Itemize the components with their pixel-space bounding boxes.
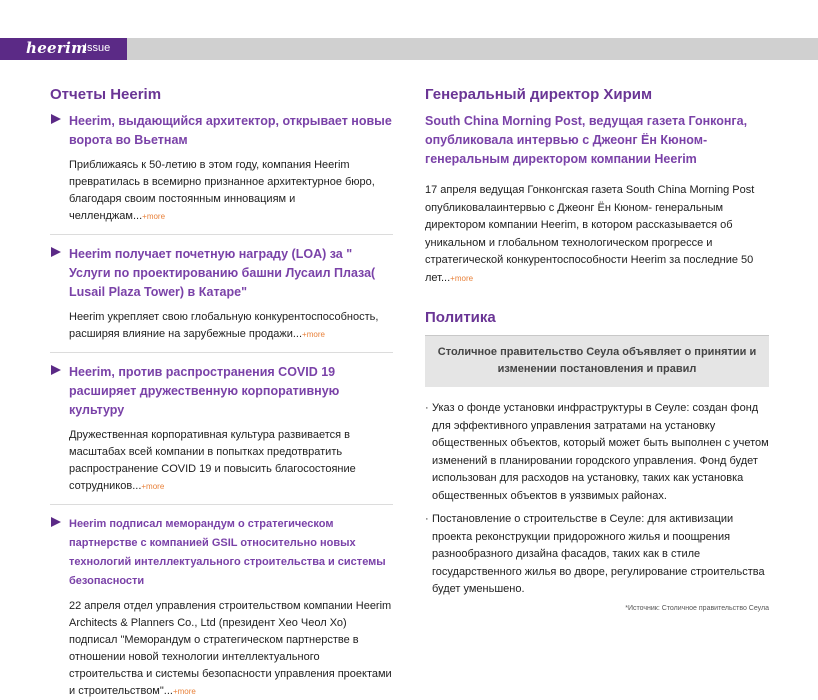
news-item[interactable] <box>50 112 393 225</box>
policy-item-text: Постановление о строительстве в Сеуле: для активизации проекта реконструкции придорожного жилья и поощрения разнообразного дизайна фасадов, таких как в стиле государственного жилья во дворе, регулирование строительства будет уменьшено. <box>432 513 765 595</box>
more-link[interactable]: +more <box>302 330 325 339</box>
source-note: *Источник: Столичное правительство Сеула <box>625 604 769 612</box>
more-link[interactable]: +more <box>172 687 196 696</box>
brand-badge <box>0 38 127 60</box>
policy-announcement: Столичное правительство Сеула объявляет о принятии и изменении постановления и правил <box>425 335 769 387</box>
policy-item <box>425 400 769 505</box>
arrow-right-icon <box>51 114 61 124</box>
news-summary: Heerim укрепляет свою глобальную конкурентоспособность, расширяя влияние на зарубежные продажи...+more <box>69 311 379 340</box>
section-title-reports: Отчеты Heerim <box>50 86 162 103</box>
more-link[interactable]: +more <box>450 273 474 283</box>
news-summary: Дружественная корпоративная культура развивается в масштабах всей компании в попытках предотвратить распространение COVID 19 и повысить благосостояние сотрудников...+more <box>69 429 356 492</box>
more-link[interactable]: +more <box>141 482 165 491</box>
news-summary: 22 апреля отдел управления строительством компании Heerim Architects & Planners Co., Ltd (президент Хео Чеол Хо) подписал "Меморандум о стратегическом партнерстве в отношении новой технологии интеллектуального строительства и системы безопасности управления проектами и строительством"...+more <box>69 600 392 697</box>
policy-list <box>425 400 769 599</box>
more-link[interactable]: +more <box>142 212 166 221</box>
ceo-summary: 17 апреля ведущая Гонконгская газета South China Morning Post опубликовалаинтервью с Джеонг Ён Кюном- генеральным директором компании Heerim, в котором рассказывается об уникальном и глобальном технологическом прогрессе и стратегической конкурентоспособности Heerim за последние 50 лет...+more <box>425 184 755 284</box>
issue-label: Issue <box>84 42 111 54</box>
bullet-mark: · <box>425 513 429 525</box>
news-item[interactable] <box>50 245 393 343</box>
arrow-right-icon <box>51 247 61 257</box>
arrow-right-icon <box>51 365 61 375</box>
news-item[interactable] <box>50 515 393 700</box>
news-title[interactable]: Heerim получает почетную награду (LOA) за " Услуги по проектированию башни Лусаил Плаза( Lusail Plaza Tower) в Катаре" <box>69 247 376 299</box>
news-item[interactable] <box>50 363 393 495</box>
policy-item <box>425 511 769 599</box>
divider <box>50 352 393 353</box>
left-column <box>50 86 393 700</box>
right-column <box>425 86 769 612</box>
arrow-right-icon <box>51 517 61 527</box>
news-title[interactable]: Heerim подписал меморандум о стратегическом партнерстве с компанией GSIL относительно новых технологий интеллектуального строительства и системы безопасности <box>69 518 386 587</box>
ceo-headline[interactable]: South China Morning Post, ведущая газета Гонконга, опубликовала интервью с Джеонг Ён Кюном-генеральным директором компании Heerim <box>425 114 748 166</box>
divider <box>50 504 393 505</box>
section-title-ceo: Генеральный директор Хирим <box>425 86 653 103</box>
news-title[interactable]: Heerim, против распространения COVID 19 расширяет дружественную корпоративную культуру <box>69 365 340 417</box>
header-bar <box>0 38 818 60</box>
news-title[interactable]: Heerim, выдающийся архитектор, открывает новые ворота во Вьетнам <box>69 114 392 147</box>
policy-item-text: Указ о фонде установки инфраструктуры в Сеуле: создан фонд для эффективного управления затратами на установку общественных объектов, который может быть выполнен с учетом изменений в планировании городского управления. Фонд будет использован для расходов на установку, таких как установка общественных объектов в уязвимых районах. <box>432 402 769 502</box>
news-summary: Приближаясь к 50-летию в этом году, компания Heerim превратилась в всемирно признанное архитектурное бюро, благодаря своим постоянным инновациям и челленджам...+more <box>69 159 375 222</box>
bullet-mark: · <box>425 402 429 414</box>
divider <box>50 234 393 235</box>
heerim-logo: heerim <box>26 39 88 57</box>
section-title-policy: Политика <box>425 309 496 326</box>
